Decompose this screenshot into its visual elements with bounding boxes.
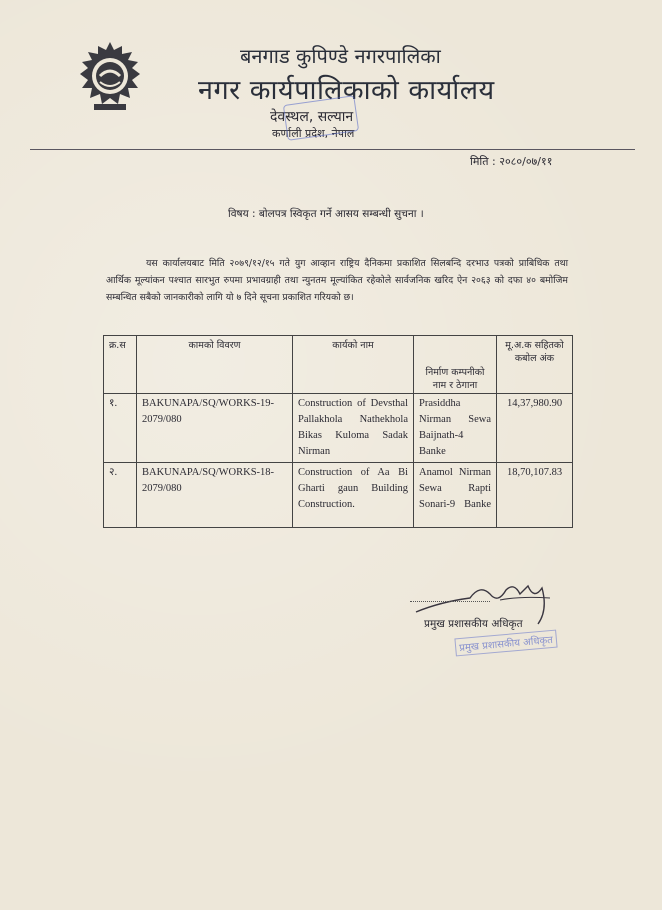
row-work-name — [293, 394, 414, 463]
bid-table — [103, 335, 573, 528]
municipality-name: बनगाड कुपिण्डे नगरपालिका — [240, 44, 441, 68]
row-sn: २. — [104, 463, 137, 528]
row-amount: 18,70,107.83 — [497, 463, 573, 528]
signatory-title: प्रमुख प्रशासकीय अधिकृत — [424, 618, 523, 630]
letter-date: मिति : २०८०/०७/११ — [470, 155, 553, 168]
header-divider — [30, 149, 635, 150]
row-work-name-text: Construction of Devsthal Pallakhola Nathekhola Bikas Kuloma Sadak Nirman — [298, 398, 408, 457]
row-company — [414, 463, 497, 528]
official-seal: प्रमुख प्रशासकीय अधिकृत — [454, 630, 557, 657]
header-work-desc: कामको विवरण — [137, 336, 293, 394]
row-work-name — [293, 463, 414, 528]
signature-block — [400, 580, 560, 670]
table-row — [104, 463, 573, 528]
row-company-text: Anamol Nirman Sewa Rapti Sonari-9 Banke — [419, 467, 491, 510]
header-amount: मू.अ.क सहितको कबोल अंक — [497, 336, 573, 394]
signature-dotted-line — [410, 601, 490, 602]
government-emblem-icon — [78, 40, 142, 114]
row-work-desc: BAKUNAPA/SQ/WORKS-18-2079/080 — [137, 463, 293, 528]
office-province: कर्णाली प्रदेश, नेपाल — [272, 127, 355, 140]
row-company — [414, 394, 497, 463]
row-work-desc: BAKUNAPA/SQ/WORKS-19-2079/080 — [137, 394, 293, 463]
letter-body: यस कार्यालयबाट मिति २०७९/१२/१५ गते युग आव्हान राष्ट्रिय दैनिकमा प्रकाशित सिलबन्दि दरभाउ पत्रको प्राबिधिक तथा आर्थिक मूल्यांकन पश्चात सारभुत रुपमा प्रभावग्राही तथा न्युनतम मूल्यांकित रहेकोले सार्वजनिक खरिद ऐन २०६३ को दफा ४० बमोजिम सम्बन्धित सबैको जानकारीको लागि यो ७ दिने सूचना प्रकाशित गरियको छ। — [106, 258, 568, 303]
letter-subject: विषय : बोलपत्र स्विकृत गर्ने आसय सम्बन्धी सुचना । — [228, 208, 424, 220]
row-work-name-text: Construction of Aa Bi Gharti gaun Building Construction. — [298, 467, 408, 510]
header-company: निर्माण कम्पनीको नाम र ठेगाना — [414, 336, 497, 394]
header-work-name: कार्यको नाम — [293, 336, 414, 394]
table-row — [104, 394, 573, 463]
office-name: नगर कार्यपालिकाको कार्यालय — [198, 75, 495, 106]
row-amount: 14,37,980.90 — [497, 394, 573, 463]
table-header-row — [104, 336, 573, 394]
header-sn: क्र.स — [104, 336, 137, 394]
row-sn: १. — [104, 394, 137, 463]
office-address: देवस्थल, सल्यान — [270, 109, 354, 125]
row-company-text: Prasiddha Nirman Sewa Baijnath-4 Banke — [419, 398, 491, 457]
